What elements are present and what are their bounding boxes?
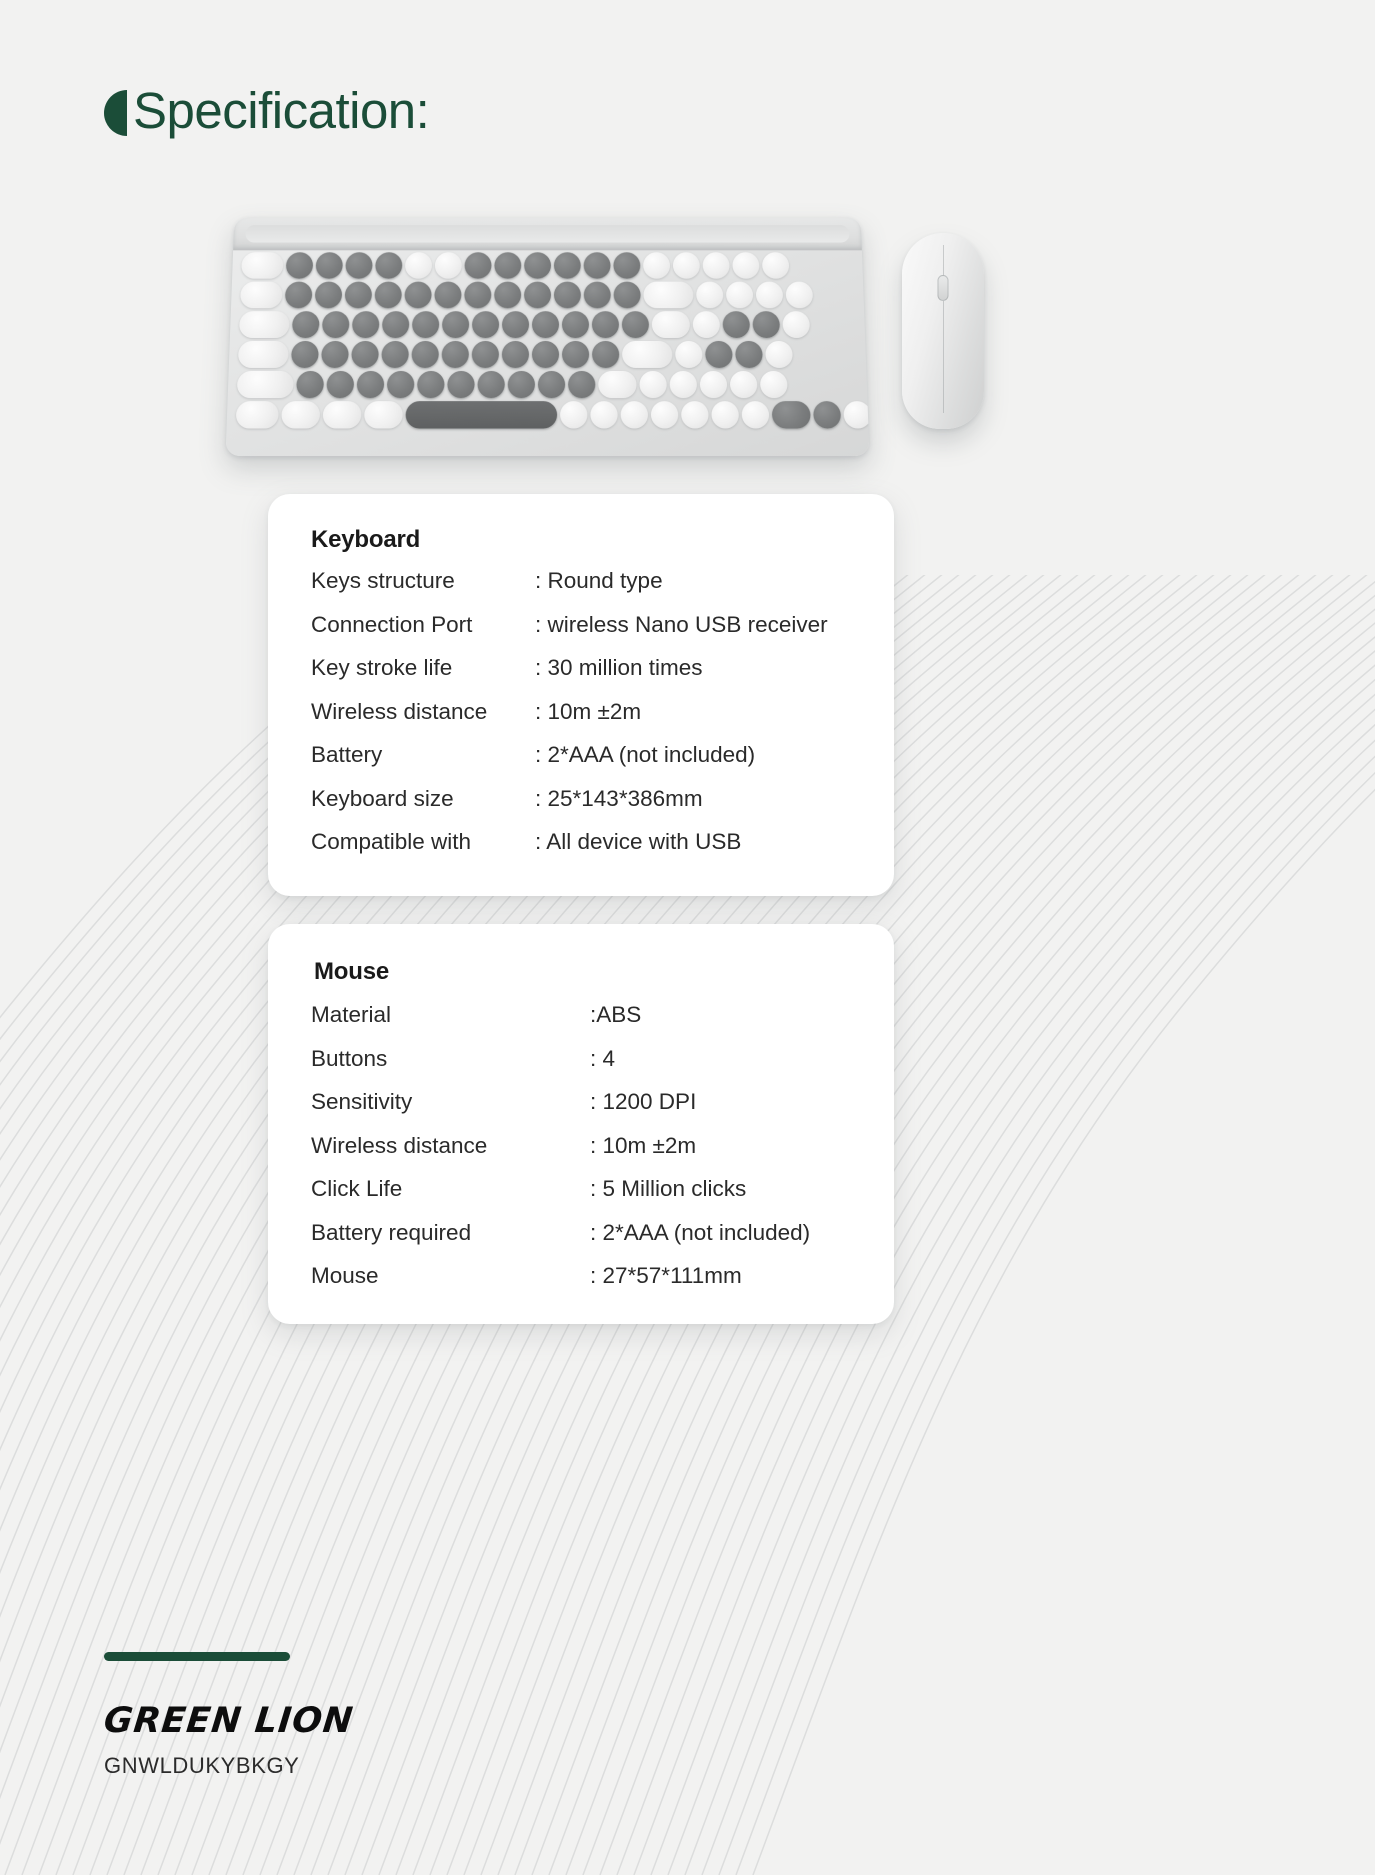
keyboard-key xyxy=(321,341,349,368)
keyboard-key xyxy=(705,341,733,368)
keyboard-key xyxy=(241,252,284,278)
keyboard-key xyxy=(240,282,283,309)
keyboard-key xyxy=(524,252,551,278)
keyboard-key xyxy=(730,371,758,398)
keyboard-key-row xyxy=(240,282,855,309)
spec-row xyxy=(311,1220,874,1264)
mouse-spec-label: Sensitivity xyxy=(311,1089,413,1114)
keyboard-key xyxy=(375,252,402,278)
keyboard-spec-label: Keys structure xyxy=(311,568,455,593)
keyboard-key xyxy=(404,282,431,309)
keyboard-spec-label: Battery xyxy=(311,742,383,767)
spec-row xyxy=(311,829,874,873)
footer xyxy=(101,1652,524,1779)
keyboard-key xyxy=(670,371,698,398)
keyboard-key xyxy=(442,341,469,368)
keyboard-key xyxy=(702,252,729,278)
keyboard-key xyxy=(323,401,362,428)
mouse-spec-value: :ABS xyxy=(590,1002,642,1027)
keyboard-key xyxy=(643,252,670,278)
keyboard-spec-label: Compatible with xyxy=(311,829,472,854)
keyboard-key xyxy=(696,282,723,309)
keyboard-key xyxy=(651,401,679,428)
keyboard-key xyxy=(239,311,290,338)
keyboard-key xyxy=(700,371,728,398)
keyboard-key xyxy=(554,252,581,278)
mouse-spec-list xyxy=(311,1002,874,1307)
keyboard-key xyxy=(382,311,409,338)
keyboard-key xyxy=(562,341,589,368)
keyboard-key xyxy=(524,282,551,309)
keyboard-key xyxy=(673,252,700,278)
keyboard-key xyxy=(652,311,690,338)
spec-row xyxy=(311,742,874,786)
keyboard-key xyxy=(765,341,793,368)
spec-row xyxy=(311,655,874,699)
model-code: GNWLDUKYBKGY xyxy=(104,1753,300,1778)
keyboard-spec-value: : 10m ±2m xyxy=(535,698,642,724)
keyboard-key xyxy=(643,282,693,309)
keyboard-key xyxy=(405,252,432,278)
keyboard-key xyxy=(315,282,343,309)
keyboard-key xyxy=(732,252,759,278)
keyboard-key xyxy=(622,341,672,368)
keyboard-spec-card xyxy=(268,494,894,896)
mouse-spec-label: Battery required xyxy=(311,1219,472,1245)
keyboard-key xyxy=(238,341,289,368)
keyboard-key xyxy=(621,401,649,428)
keyboard-spec-label: Keyboard size xyxy=(311,785,454,811)
keyboard-keys xyxy=(235,252,860,450)
mouse-product-image xyxy=(902,233,984,429)
keyboard-key xyxy=(291,341,319,368)
keyboard-key xyxy=(357,371,385,398)
mouse-card-heading: Mouse xyxy=(314,958,390,985)
keyboard-key-row xyxy=(241,252,854,278)
keyboard-spec-list xyxy=(311,568,874,873)
product-image-group xyxy=(230,205,1240,475)
keyboard-key xyxy=(412,311,439,338)
spec-row xyxy=(311,1046,874,1090)
keyboard-key xyxy=(693,311,720,338)
keyboard-key xyxy=(351,341,379,368)
brand-logo: GREEN LION xyxy=(101,1701,356,1741)
mouse-scroll-wheel-icon xyxy=(938,275,949,301)
page-title xyxy=(104,82,430,139)
keyboard-key xyxy=(296,371,324,398)
keyboard-key xyxy=(435,252,462,278)
keyboard-spec-value: : 25*143*386mm xyxy=(535,785,703,811)
keyboard-key xyxy=(711,401,739,428)
keyboard-spec-label: Connection Port xyxy=(311,611,473,637)
keyboard-key-row xyxy=(237,371,859,398)
keyboard-key xyxy=(375,282,402,309)
keyboard-product-image xyxy=(226,217,870,456)
keyboard-key xyxy=(502,341,529,368)
keyboard-key xyxy=(598,371,636,398)
keyboard-key xyxy=(434,282,461,309)
keyboard-key xyxy=(675,341,703,368)
keyboard-key xyxy=(447,371,474,398)
keyboard-spec-value: : 2*AAA (not included) xyxy=(535,742,756,767)
keyboard-key xyxy=(417,371,445,398)
mouse-spec-value: : 1200 DPI xyxy=(590,1089,697,1114)
spec-row xyxy=(311,1263,874,1307)
mouse-spec-value: : 10m ±2m xyxy=(590,1132,697,1158)
keyboard-key xyxy=(622,311,649,338)
mouse-spec-value: : 27*57*111mm xyxy=(590,1263,742,1288)
keyboard-key xyxy=(752,311,780,338)
mouse-spec-value: : 2*AAA (not included) xyxy=(590,1219,811,1245)
page-title-text: Specification: xyxy=(133,82,430,139)
keyboard-key xyxy=(532,311,559,338)
mouse-spec-label: Material xyxy=(311,1002,392,1027)
keyboard-key xyxy=(562,311,589,338)
keyboard-key xyxy=(494,252,521,278)
spec-row xyxy=(311,786,874,830)
keyboard-key xyxy=(405,401,557,428)
keyboard-key xyxy=(584,252,611,278)
keyboard-key xyxy=(236,401,279,428)
keyboard-key xyxy=(756,282,784,309)
keyboard-key xyxy=(813,401,841,428)
keyboard-spec-value: : wireless Nano USB receiver xyxy=(535,611,828,637)
keyboard-key xyxy=(772,401,811,428)
keyboard-key-row xyxy=(238,341,857,368)
keyboard-key xyxy=(285,282,313,309)
keyboard-key xyxy=(237,371,294,398)
mouse-spec-label: Buttons xyxy=(311,1045,388,1071)
keyboard-key xyxy=(508,371,535,398)
keyboard-key xyxy=(316,252,343,278)
keyboard-spec-value: : All device with USB xyxy=(535,829,742,854)
keyboard-key xyxy=(554,282,581,309)
keyboard-key xyxy=(760,371,788,398)
keyboard-key xyxy=(286,252,314,278)
keyboard-key xyxy=(345,252,372,278)
keyboard-key-row xyxy=(239,311,856,338)
mouse-seam-line xyxy=(943,245,944,413)
keyboard-key xyxy=(352,311,380,338)
keyboard-key xyxy=(322,311,350,338)
keyboard-key xyxy=(741,401,769,428)
keyboard-key xyxy=(532,341,559,368)
keyboard-top-lip xyxy=(233,217,862,250)
keyboard-spec-label: Wireless distance xyxy=(311,698,488,724)
keyboard-key xyxy=(592,341,619,368)
mouse-spec-value: : 5 Million clicks xyxy=(590,1176,747,1201)
keyboard-key xyxy=(472,341,499,368)
spec-row xyxy=(311,612,874,656)
keyboard-key xyxy=(726,282,753,309)
keyboard-key xyxy=(613,252,640,278)
keyboard-spec-value: : Round type xyxy=(535,568,663,593)
keyboard-key xyxy=(723,311,751,338)
mouse-spec-value: : 4 xyxy=(590,1045,616,1071)
keyboard-key xyxy=(584,282,611,309)
keyboard-key xyxy=(502,311,529,338)
mouse-spec-label: Click Life xyxy=(311,1176,403,1201)
keyboard-key xyxy=(843,401,869,428)
keyboard-key xyxy=(560,401,587,428)
keyboard-key xyxy=(345,282,372,309)
keyboard-key xyxy=(735,341,763,368)
keyboard-key xyxy=(681,401,709,428)
spec-row xyxy=(311,1089,874,1133)
keyboard-key xyxy=(381,341,409,368)
keyboard-key xyxy=(494,282,521,309)
keyboard-key xyxy=(639,371,666,398)
mouse-spec-label: Wireless distance xyxy=(311,1132,488,1158)
keyboard-spec-label: Key stroke life xyxy=(311,655,453,680)
spec-row xyxy=(311,699,874,743)
keyboard-key xyxy=(590,401,617,428)
keyboard-key-row xyxy=(236,401,860,428)
spec-row xyxy=(311,568,874,612)
keyboard-key xyxy=(472,311,499,338)
keyboard-key xyxy=(786,282,814,309)
keyboard-key xyxy=(538,371,565,398)
mouse-spec-label: Mouse xyxy=(311,1263,379,1288)
spec-row xyxy=(311,1176,874,1220)
keyboard-key xyxy=(411,341,438,368)
keyboard-card-heading: Keyboard xyxy=(311,526,421,553)
half-circle-bullet-icon xyxy=(104,90,127,136)
keyboard-key xyxy=(387,371,415,398)
keyboard-key xyxy=(592,311,619,338)
keyboard-key xyxy=(292,311,320,338)
mouse-spec-card xyxy=(268,924,894,1324)
keyboard-key xyxy=(762,252,789,278)
keyboard-key xyxy=(442,311,469,338)
keyboard-key xyxy=(364,401,403,428)
keyboard-key xyxy=(326,371,354,398)
keyboard-key xyxy=(464,282,491,309)
keyboard-key xyxy=(614,282,641,309)
keyboard-key xyxy=(477,371,504,398)
spec-row xyxy=(311,1002,874,1046)
keyboard-spec-value: : 30 million times xyxy=(535,655,703,680)
footer-accent-bar xyxy=(104,1652,290,1661)
keyboard-key xyxy=(782,311,810,338)
keyboard-key xyxy=(568,371,595,398)
spec-row xyxy=(311,1133,874,1177)
keyboard-key xyxy=(281,401,320,428)
keyboard-key xyxy=(465,252,492,278)
